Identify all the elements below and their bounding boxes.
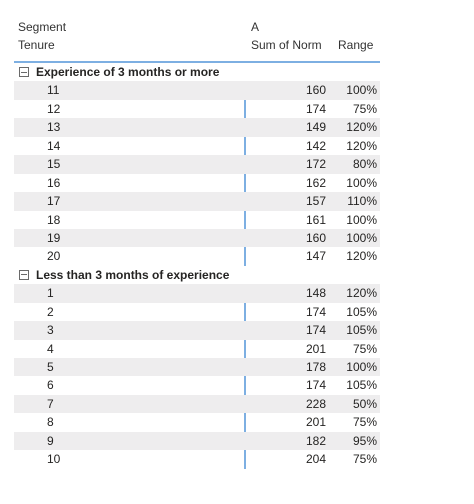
- table-row[interactable]: [14, 118, 380, 136]
- sum-cell: 172: [305, 157, 326, 172]
- tenure-cell: 5: [47, 360, 54, 374]
- tenure-cell: 11: [47, 83, 60, 98]
- column-header-range[interactable]: Range: [338, 38, 374, 52]
- tenure-cell: 13: [47, 120, 61, 135]
- range-cell: 105%: [346, 323, 377, 338]
- range-cell: 75%: [352, 415, 377, 430]
- range-cell: 105%: [346, 378, 377, 393]
- range-cell: 75%: [352, 452, 377, 467]
- range-cell: 105%: [346, 304, 377, 319]
- table-row[interactable]: [14, 81, 380, 99]
- sum-cell: 147: [305, 249, 326, 264]
- sum-cell: 157: [305, 194, 326, 209]
- sum-cell: 160: [305, 230, 326, 245]
- sum-cell: 178: [305, 360, 326, 374]
- table-row[interactable]: [14, 413, 380, 431]
- tenure-cell: 15: [47, 157, 61, 172]
- range-cell: 120%: [346, 286, 377, 301]
- column-header-sum-of-norm[interactable]: Sum of Norm: [251, 38, 322, 52]
- table-row[interactable]: [14, 284, 380, 302]
- row-header-segment[interactable]: Segment: [18, 20, 67, 34]
- tenure-cell: 1: [47, 286, 54, 301]
- sum-cell: 161: [305, 212, 326, 227]
- table-row[interactable]: [14, 340, 380, 358]
- tenure-cell: 2: [47, 304, 54, 319]
- collapse-icon[interactable]: [19, 67, 29, 77]
- tenure-cell: 9: [47, 433, 54, 448]
- sum-cell: 160: [305, 83, 326, 98]
- group-row-3-months-or-more[interactable]: [14, 63, 380, 81]
- collapse-icon[interactable]: [19, 270, 29, 280]
- tenure-cell: 3: [47, 323, 54, 338]
- table-row[interactable]: [14, 247, 380, 265]
- table-row[interactable]: [14, 432, 380, 450]
- sum-cell: 162: [305, 175, 326, 190]
- table-row[interactable]: [14, 192, 380, 210]
- group-label: Experience of 3 months or more: [36, 65, 220, 79]
- table-row[interactable]: [14, 137, 380, 155]
- tenure-cell: 14: [47, 138, 61, 153]
- table-row[interactable]: [14, 376, 380, 394]
- sum-cell: 174: [305, 323, 326, 338]
- table-row[interactable]: [14, 211, 380, 229]
- sum-cell: 174: [305, 101, 326, 116]
- table-row[interactable]: [14, 155, 380, 173]
- sum-cell: 182: [305, 433, 326, 448]
- table-row[interactable]: [14, 229, 380, 247]
- range-cell: 80%: [352, 157, 377, 172]
- sum-cell: 204: [305, 452, 326, 467]
- range-cell: 50%: [352, 396, 377, 411]
- range-cell: 120%: [346, 249, 377, 264]
- range-cell: 100%: [346, 360, 377, 374]
- tenure-cell: 8: [47, 415, 54, 430]
- tenure-cell: 18: [47, 212, 61, 227]
- range-cell: 120%: [346, 138, 377, 153]
- sum-cell: 148: [305, 286, 326, 301]
- table-row[interactable]: [14, 321, 380, 339]
- range-cell: 95%: [352, 433, 377, 448]
- range-cell: 100%: [346, 212, 377, 227]
- tenure-cell: 12: [47, 101, 61, 116]
- tenure-cell: 7: [47, 396, 54, 411]
- group-row-less-than-3-months[interactable]: [14, 266, 380, 284]
- range-cell: 100%: [346, 175, 377, 190]
- row-header-tenure[interactable]: Tenure: [18, 38, 55, 52]
- table-row[interactable]: [14, 303, 380, 321]
- table-row[interactable]: [14, 395, 380, 413]
- sum-cell: 149: [305, 120, 326, 135]
- sum-cell: 201: [305, 341, 326, 356]
- range-cell: 110%: [347, 194, 377, 209]
- range-cell: 100%: [346, 83, 377, 98]
- range-cell: 75%: [352, 101, 377, 116]
- group-label: Less than 3 months of experience: [36, 267, 230, 282]
- matrix-visual: [14, 14, 380, 467]
- table-row[interactable]: [14, 358, 380, 376]
- table-row[interactable]: [14, 174, 380, 192]
- range-cell: 75%: [352, 341, 377, 356]
- tenure-cell: 6: [47, 378, 54, 393]
- tenure-cell: 20: [47, 249, 61, 264]
- sum-cell: 228: [305, 396, 326, 411]
- tenure-cell: 17: [47, 194, 61, 209]
- tenure-cell: 10: [47, 452, 61, 467]
- tenure-cell: 19: [47, 230, 61, 245]
- range-cell: 100%: [346, 230, 377, 245]
- matrix-header: [14, 14, 380, 62]
- range-cell: 120%: [346, 120, 377, 135]
- sum-cell: 201: [305, 415, 326, 430]
- sum-cell: 142: [305, 138, 326, 153]
- table-row[interactable]: [14, 100, 380, 118]
- tenure-cell: 4: [47, 341, 54, 356]
- table-row[interactable]: [14, 450, 380, 468]
- column-group-header[interactable]: A: [251, 20, 260, 34]
- sum-cell: 174: [305, 378, 326, 393]
- matrix-body: [14, 63, 380, 469]
- sum-cell: 174: [305, 304, 326, 319]
- tenure-cell: 16: [47, 175, 61, 190]
